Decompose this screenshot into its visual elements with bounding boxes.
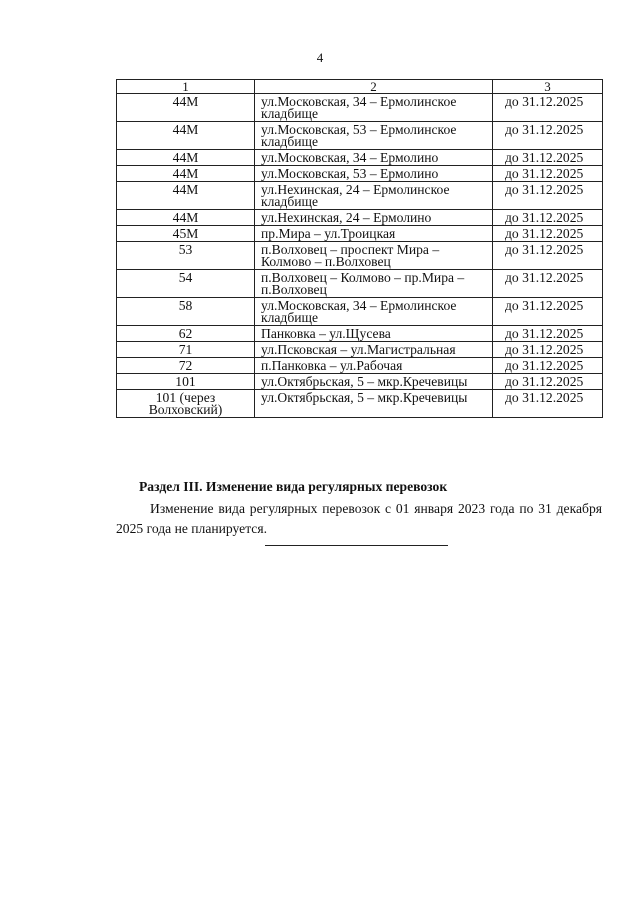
- table-row: [117, 210, 603, 226]
- table-row: [117, 326, 603, 342]
- table-row: [117, 270, 603, 298]
- term-cell: до 31.12.2025: [493, 210, 603, 226]
- table-row: [117, 94, 603, 122]
- term-cell: до 31.12.2025: [493, 242, 603, 270]
- route-cell: 101 (через Волховский): [117, 390, 255, 418]
- term-cell: до 31.12.2025: [493, 122, 603, 150]
- route-cell: 44М: [117, 122, 255, 150]
- routes-table: [116, 79, 603, 418]
- table-row: [117, 166, 603, 182]
- path-cell: п.Волховец – Колмово – пр.Мира – п.Волховец: [255, 270, 493, 298]
- term-cell: до 31.12.2025: [493, 150, 603, 166]
- divider-line: [265, 545, 448, 546]
- path-cell: ул.Московская, 34 – Ермолинское кладбище: [255, 94, 493, 122]
- term-cell: до 31.12.2025: [493, 342, 603, 358]
- term-cell: до 31.12.2025: [493, 166, 603, 182]
- table-row: [117, 342, 603, 358]
- path-cell: п.Панковка – ул.Рабочая: [255, 358, 493, 374]
- term-cell: до 31.12.2025: [493, 298, 603, 326]
- table-row: [117, 226, 603, 242]
- term-cell: до 31.12.2025: [493, 270, 603, 298]
- term-cell: до 31.12.2025: [493, 390, 603, 418]
- header-cell: 2: [255, 80, 493, 94]
- path-cell: ул.Нехинская, 24 – Ермолино: [255, 210, 493, 226]
- table-header-row: [117, 80, 603, 94]
- path-cell: ул.Нехинская, 24 – Ермолинское кладбище: [255, 182, 493, 210]
- term-cell: до 31.12.2025: [493, 94, 603, 122]
- header-cell: 3: [493, 80, 603, 94]
- table-row: [117, 242, 603, 270]
- route-cell: 45М: [117, 226, 255, 242]
- path-cell: ул.Октябрьская, 5 – мкр.Кречевицы: [255, 390, 493, 418]
- table-row: [117, 182, 603, 210]
- term-cell: до 31.12.2025: [493, 326, 603, 342]
- path-cell: ул.Московская, 34 – Ермолино: [255, 150, 493, 166]
- path-cell: ул.Московская, 53 – Ермолинское кладбище: [255, 122, 493, 150]
- route-cell: 62: [117, 326, 255, 342]
- path-cell: ул.Псковская – ул.Магистральная: [255, 342, 493, 358]
- table-row: [117, 358, 603, 374]
- term-cell: до 31.12.2025: [493, 182, 603, 210]
- page-number: 4: [316, 50, 324, 65]
- route-cell: 54: [117, 270, 255, 298]
- table-row: [117, 298, 603, 326]
- route-cell: 44М: [117, 182, 255, 210]
- route-cell: 58: [117, 298, 255, 326]
- header-cell: 1: [117, 80, 255, 94]
- table-row: [117, 390, 603, 418]
- route-cell: 44М: [117, 210, 255, 226]
- route-cell: 71: [117, 342, 255, 358]
- path-cell: пр.Мира – ул.Троицкая: [255, 226, 493, 242]
- table-row: [117, 374, 603, 390]
- table-row: [117, 150, 603, 166]
- route-cell: 44М: [117, 150, 255, 166]
- term-cell: до 31.12.2025: [493, 374, 603, 390]
- path-cell: ул.Московская, 34 – Ермолинское кладбище: [255, 298, 493, 326]
- term-cell: до 31.12.2025: [493, 358, 603, 374]
- path-cell: ул.Московская, 53 – Ермолино: [255, 166, 493, 182]
- table-row: [117, 122, 603, 150]
- route-cell: 44М: [117, 94, 255, 122]
- path-cell: п.Волховец – проспект Мира – Колмово – п.Волховец: [255, 242, 493, 270]
- section-text: Изменение вида регулярных перевозок с 01 января 2023 года по 31 декабря 2025 года не планируется.: [116, 501, 602, 536]
- route-cell: 101: [117, 374, 255, 390]
- route-cell: 44М: [117, 166, 255, 182]
- term-cell: до 31.12.2025: [493, 226, 603, 242]
- route-cell: 53: [117, 242, 255, 270]
- section-heading: Раздел III. Изменение вида регулярных перевозок: [139, 479, 448, 494]
- path-cell: Панковка – ул.Щусева: [255, 326, 493, 342]
- route-cell: 72: [117, 358, 255, 374]
- path-cell: ул.Октябрьская, 5 – мкр.Кречевицы: [255, 374, 493, 390]
